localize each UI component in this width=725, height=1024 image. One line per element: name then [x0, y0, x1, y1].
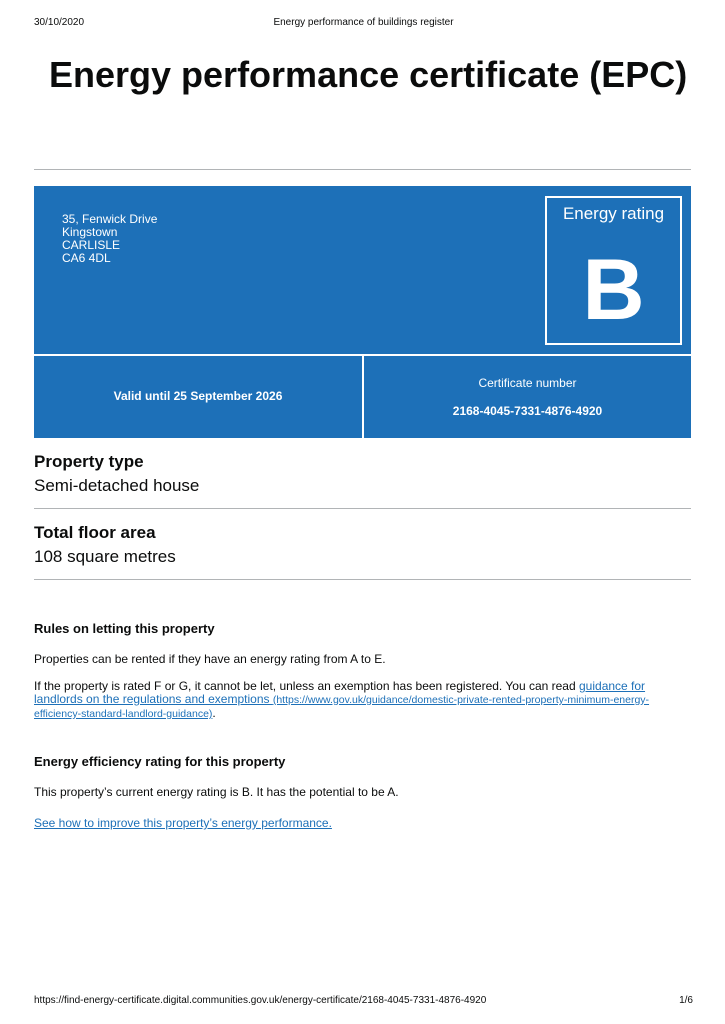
address-line-1: 35, Fenwick Drive [62, 212, 158, 226]
certificate-number-label: Certificate number [478, 376, 577, 390]
energy-rating-box [545, 196, 682, 345]
floor-area-label: Total floor area [34, 523, 156, 542]
print-footer [34, 995, 693, 1009]
certificate-number: 2168-4045-7331-4876-4920 [452, 404, 603, 418]
valid-until: Valid until 25 September 2026 [113, 389, 283, 403]
energy-rating-label: Energy rating [562, 204, 665, 223]
divider [34, 169, 691, 170]
floor-area-value: 108 square metres [34, 547, 176, 566]
print-header [34, 17, 693, 31]
property-type-value: Semi-detached house [34, 476, 200, 495]
landlord-guidance-url: (https://www.gov.uk/guidance/domestic-private-rented-property-minimum-energy-efficiency-standard-landlord-guidance) [34, 694, 650, 720]
address-line-2: Kingstown [62, 225, 118, 239]
property-type-label: Property type [34, 452, 144, 471]
divider [34, 508, 691, 509]
energy-rating-letter: B [582, 242, 645, 338]
exemption-text-start: If the property is rated F or G, it cannot be let, unless an exemption has been registered. You can read [34, 679, 579, 693]
efficiency-rating-text: This property’s current energy rating is B. It has the potential to be A. [34, 785, 399, 799]
panel-divider-vertical [362, 354, 364, 438]
improve-performance-paragraph [34, 817, 692, 830]
epc-summary-panel [34, 186, 691, 438]
improve-performance-link[interactable]: See how to improve this property’s energy performance. [34, 816, 332, 830]
efficiency-rating-heading: Energy efficiency rating for this property [34, 754, 286, 769]
landlord-guidance-link-text: guidance for landlords on the regulations and exemptions [34, 679, 646, 706]
print-date: 30/10/2020 [34, 17, 85, 28]
print-url: https://find-energy-certificate.digital.communities.gov.uk/energy-certificate/2168-4045-7331-4876-4920 [34, 995, 487, 1006]
letting-rules-text: Properties can be rented if they have an energy rating from A to E. [34, 652, 386, 666]
page-title: Energy performance certificate (EPC) [49, 54, 688, 95]
divider [34, 579, 691, 580]
print-page-number: 1/6 [679, 995, 693, 1006]
address-postcode: CA6 4DL [62, 251, 111, 265]
letting-exemption-text [34, 680, 692, 721]
letting-rules-heading: Rules on letting this property [34, 621, 215, 636]
address-line-3: CARLISLE [62, 238, 121, 252]
print-title: Energy performance of buildings register [273, 17, 454, 28]
property-address [62, 213, 157, 265]
exemption-text-end: . [212, 706, 216, 720]
